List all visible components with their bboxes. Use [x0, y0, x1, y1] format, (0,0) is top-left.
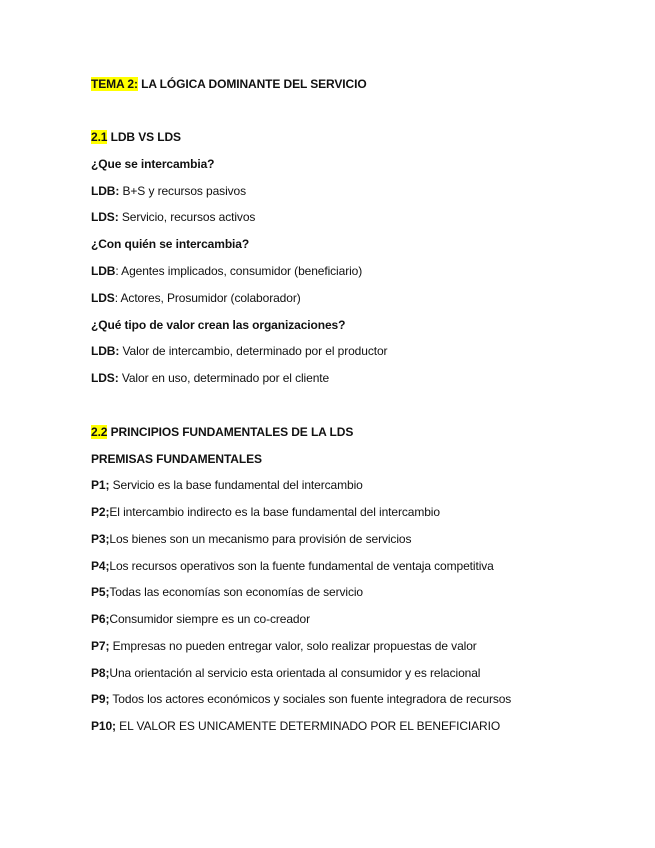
section-heading-2-1	[91, 129, 181, 145]
premise-text: EL VALOR ES UNICAMENTE DETERMINADO POR EL BENEFICIARIO	[115, 719, 501, 733]
premise-text: Una orientación al servicio esta orientada al consumidor y es relacional	[109, 666, 481, 680]
lds-text: Servicio, recursos activos	[118, 210, 256, 224]
q1-lds-line	[91, 209, 255, 225]
question-1: ¿Que se intercambia?	[91, 157, 215, 171]
premise-item	[91, 584, 363, 600]
lds-label: LDS:	[91, 371, 119, 385]
section-number: 2.1	[91, 130, 108, 144]
q2-ldb-line	[91, 263, 362, 279]
premise-item	[91, 691, 511, 707]
premise-text: Los bienes son un mecanismo para provisión de servicios	[109, 532, 412, 546]
premise-text: Servicio es la base fundamental del intercambio	[109, 478, 363, 492]
premise-item	[91, 638, 477, 654]
section-title: LDB VS LDS	[107, 130, 181, 144]
q3-lds-line	[91, 370, 329, 386]
section-title: PRINCIPIOS FUNDAMENTALES DE LA LDS	[107, 425, 354, 439]
title-tag: TEMA 2:	[91, 77, 138, 91]
premise-label: P4;	[91, 559, 110, 573]
ldb-text: Valor de intercambio, determinado por el productor	[119, 344, 388, 358]
premise-label: P8;	[91, 666, 110, 680]
premise-label: P5;	[91, 585, 110, 599]
premise-label: P3;	[91, 532, 110, 546]
premise-label: P10;	[91, 719, 116, 733]
premise-item	[91, 477, 363, 493]
title-text: LA LÓGICA DOMINANTE DEL SERVICIO	[137, 77, 367, 91]
q1-ldb-line	[91, 183, 246, 199]
premise-label: P6;	[91, 612, 110, 626]
premise-text: Todas las economías son economías de servicio	[109, 585, 364, 599]
lds-text: Valor en uso, determinado por el cliente	[118, 371, 330, 385]
premise-text: Empresas no pueden entregar valor, solo realizar propuestas de valor	[109, 639, 477, 653]
q3-ldb-line	[91, 343, 387, 359]
premise-item	[91, 558, 494, 574]
ldb-label: LDB:	[91, 184, 120, 198]
premise-item	[91, 611, 310, 627]
lds-label: LDS	[91, 291, 115, 305]
premise-label: P7;	[91, 639, 110, 653]
question-3: ¿Qué tipo de valor crean las organizaciones?	[91, 318, 346, 332]
ldb-label: LDB	[91, 264, 116, 278]
premise-text: Consumidor siempre es un co-creador	[109, 612, 310, 626]
document-title	[91, 76, 367, 92]
section-number: 2.2	[91, 425, 108, 439]
question-2: ¿Con quién se intercambia?	[91, 237, 250, 251]
premise-item	[91, 665, 480, 681]
premise-item	[91, 504, 440, 520]
lds-label: LDS:	[91, 210, 119, 224]
premise-text: Los recursos operativos son la fuente fundamental de ventaja competitiva	[109, 559, 494, 573]
lds-text: : Actores, Prosumidor (colaborador)	[114, 291, 301, 305]
ldb-text: : Agentes implicados, consumidor (beneficiario)	[115, 264, 363, 278]
premise-item	[91, 718, 500, 734]
premise-label: P1;	[91, 478, 110, 492]
section-heading-2-2	[91, 424, 353, 440]
ldb-text: B+S y recursos pasivos	[119, 184, 247, 198]
subheading: PREMISAS FUNDAMENTALES	[91, 452, 262, 466]
q2-lds-line	[91, 290, 301, 306]
premise-text: Todos los actores económicos y sociales son fuente integradora de recursos	[109, 692, 512, 706]
premise-item	[91, 531, 411, 547]
premise-label: P2;	[91, 505, 110, 519]
ldb-label: LDB:	[91, 344, 120, 358]
premise-text: El intercambio indirecto es la base fundamental del intercambio	[109, 505, 440, 519]
premise-label: P9;	[91, 692, 110, 706]
